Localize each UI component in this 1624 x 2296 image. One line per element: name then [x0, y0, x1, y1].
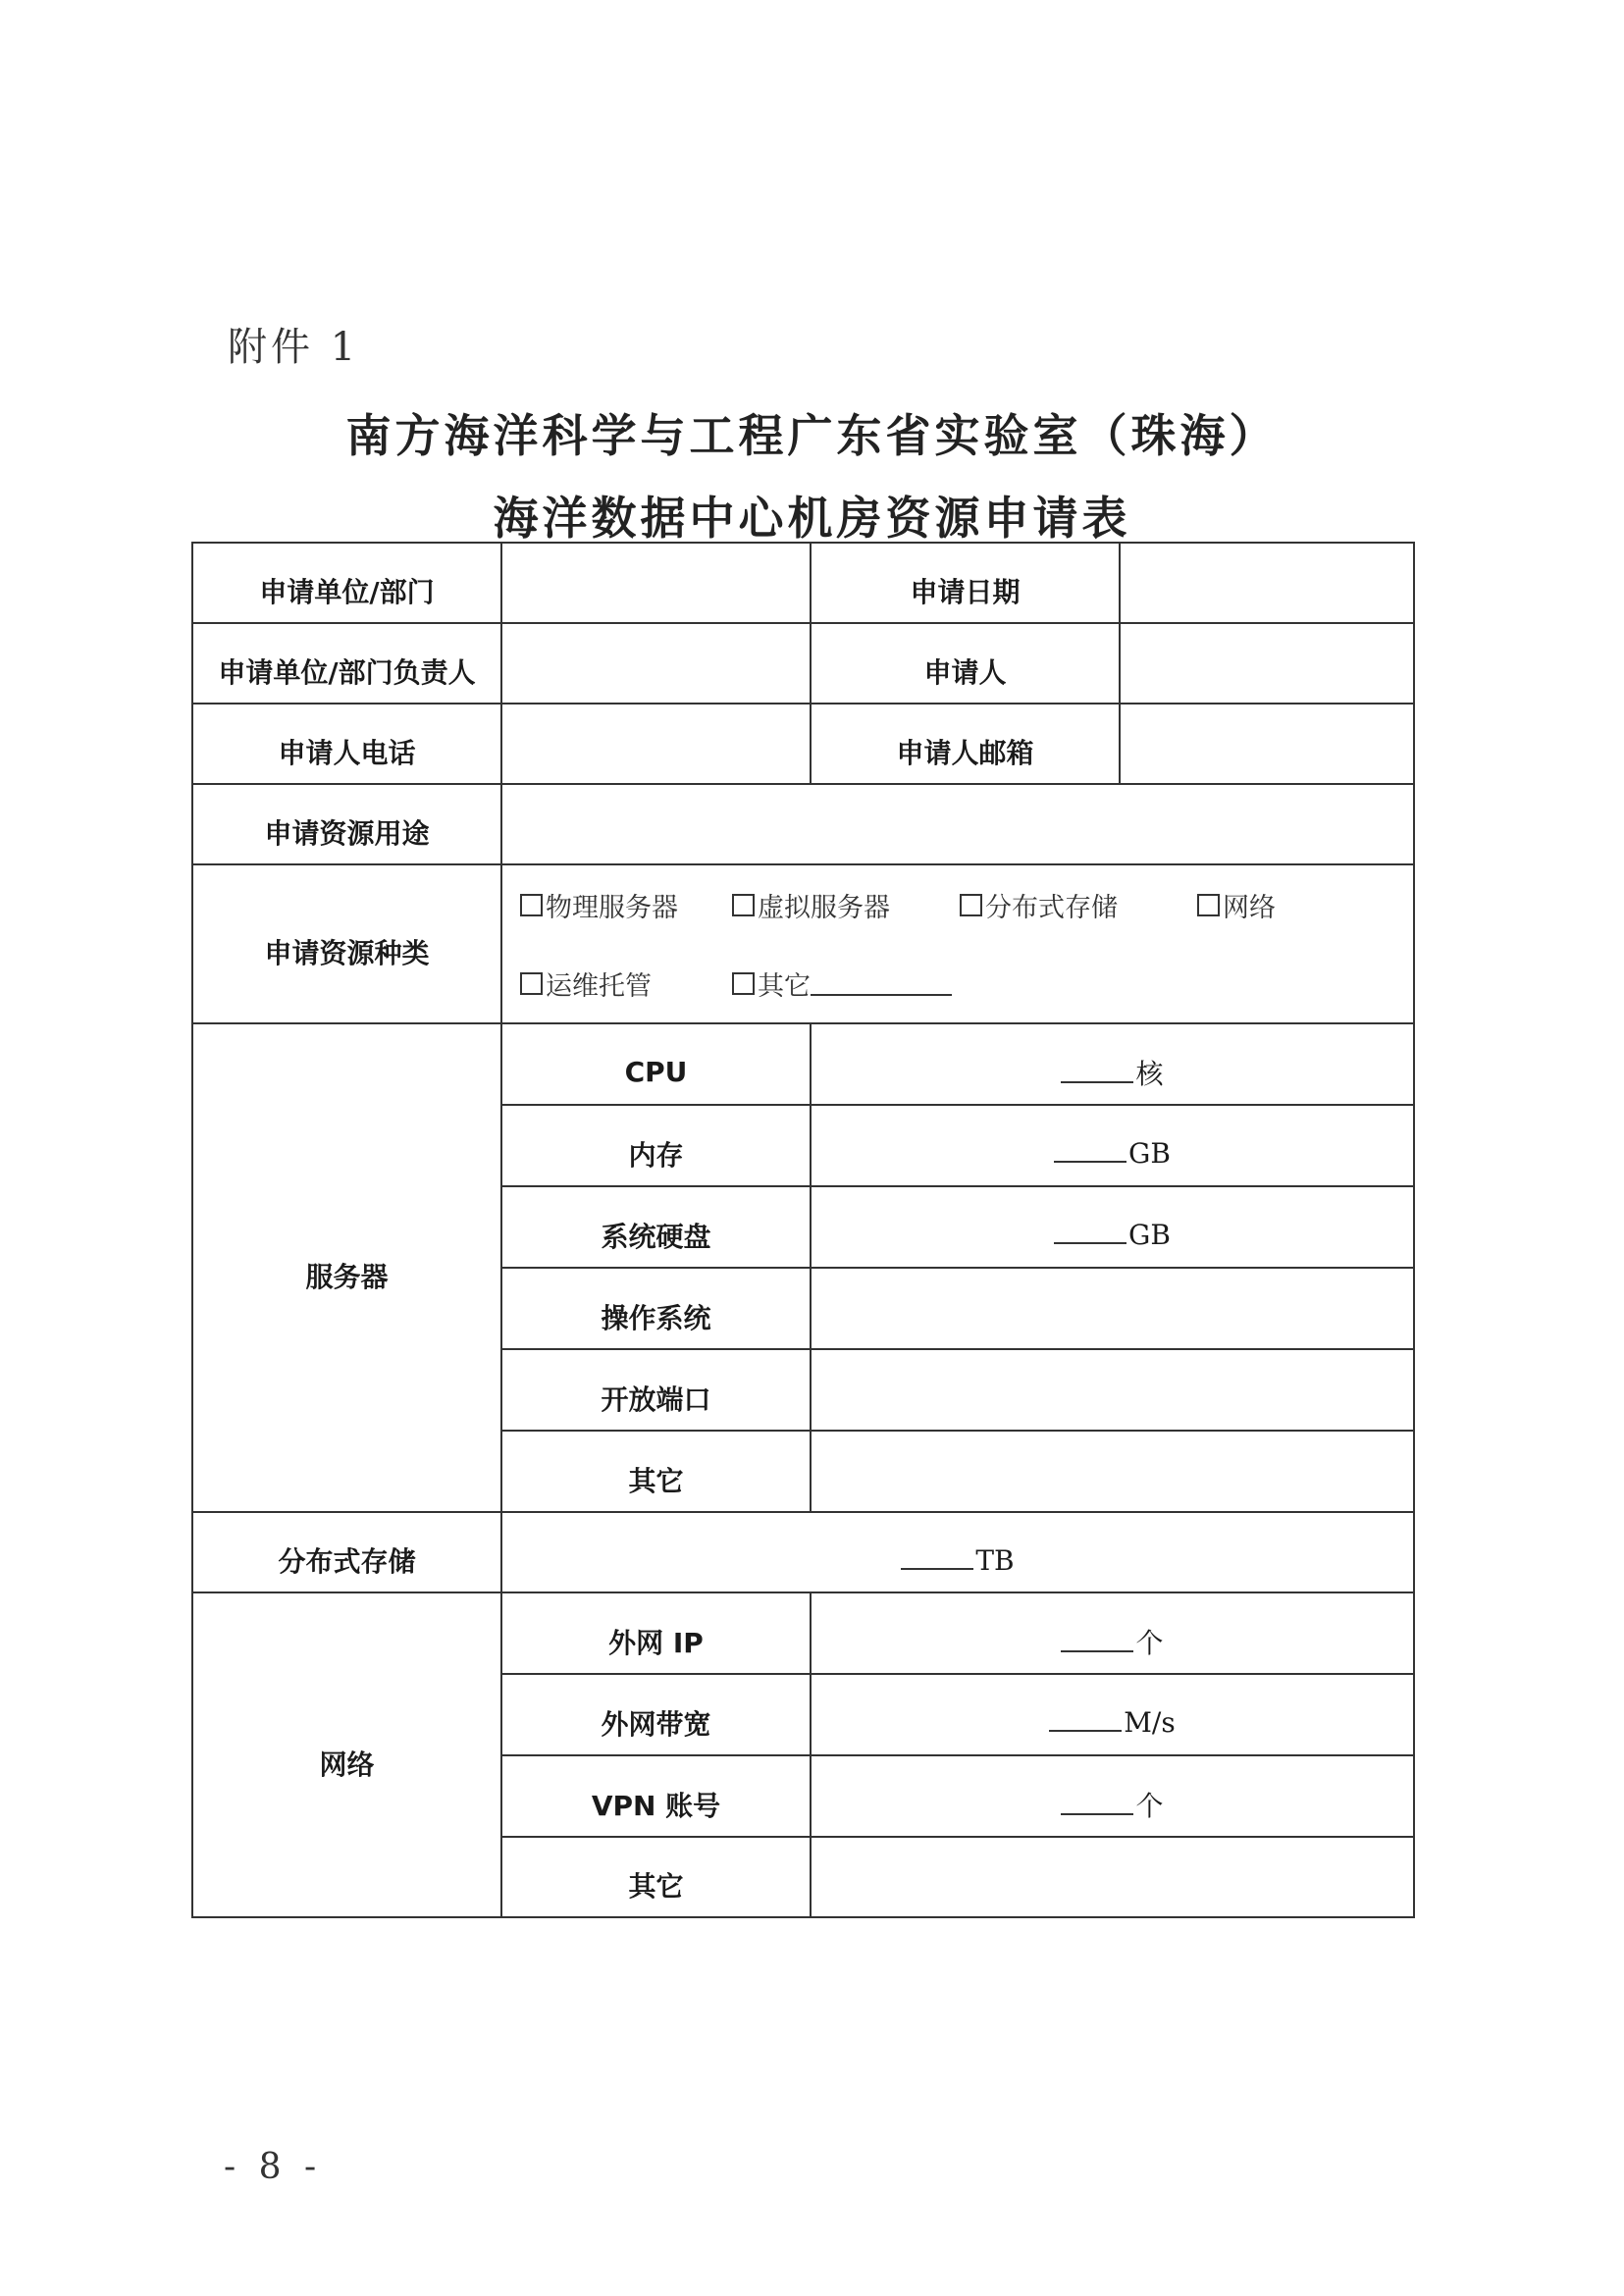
option-distributed-storage[interactable] [960, 886, 1197, 924]
table-row [192, 543, 1414, 623]
blank-line [1049, 1706, 1122, 1732]
resource-type-options [501, 864, 1414, 1023]
network-other-field[interactable] [811, 1837, 1414, 1917]
external-ip-label: 外网 IP [501, 1592, 811, 1674]
apply-date-field[interactable] [1120, 543, 1414, 623]
table-row [192, 1512, 1414, 1592]
os-label: 操作系统 [501, 1268, 811, 1349]
ports-field[interactable] [811, 1349, 1414, 1431]
option-ops-hosting[interactable] [520, 965, 732, 1003]
applicant-unit-label: 申请单位/部门 [192, 543, 501, 623]
apply-date-label: 申请日期 [811, 543, 1120, 623]
blank-line [1054, 1137, 1126, 1163]
applicant-email-field[interactable] [1120, 704, 1414, 784]
form-title-line-2: 海洋数据中心机房资源申请表 [493, 492, 1131, 545]
attachment-label: 附件 1 [228, 325, 360, 370]
cpu-unit: 核 [1135, 1057, 1164, 1090]
table-row [192, 704, 1414, 784]
blank-line [901, 1544, 973, 1570]
applicant-email-label: 申请人邮箱 [811, 704, 1120, 784]
option-virtual-server[interactable] [732, 886, 960, 924]
storage-field[interactable] [501, 1512, 1414, 1592]
blank-line [1061, 1790, 1133, 1815]
option-label: 分布式存储 [985, 892, 1118, 923]
memory-label: 内存 [501, 1105, 811, 1186]
bandwidth-label: 外网带宽 [501, 1674, 811, 1755]
os-field[interactable] [811, 1268, 1414, 1349]
disk-field[interactable] [811, 1186, 1414, 1268]
purpose-field[interactable] [501, 784, 1414, 864]
checkbox[interactable] [1197, 894, 1220, 916]
page-number: - 8 - [224, 2147, 323, 2187]
option-physical-server[interactable] [520, 886, 732, 924]
option-label: 其它 [758, 970, 811, 1002]
server-section-label: 服务器 [192, 1023, 501, 1512]
external-ip-field[interactable] [811, 1592, 1414, 1674]
option-label: 网络 [1223, 892, 1276, 923]
vpn-unit: 个 [1135, 1789, 1164, 1822]
checkbox[interactable] [732, 972, 755, 995]
option-label: 虚拟服务器 [758, 892, 890, 923]
application-form-table [191, 542, 1415, 1918]
unit-head-field[interactable] [501, 623, 811, 704]
checkbox[interactable] [960, 894, 982, 916]
table-row [192, 1023, 1414, 1105]
server-other-field[interactable] [811, 1431, 1414, 1512]
table-row [192, 864, 1414, 1023]
option-label: 运维托管 [546, 970, 652, 1002]
memory-unit: GB [1128, 1137, 1171, 1170]
bandwidth-unit: M/s [1124, 1706, 1176, 1739]
storage-unit: TB [975, 1543, 1015, 1577]
cpu-label: CPU [501, 1023, 811, 1105]
checkbox[interactable] [520, 972, 543, 995]
server-other-label: 其它 [501, 1431, 811, 1512]
network-other-label: 其它 [501, 1837, 811, 1917]
ports-label: 开放端口 [501, 1349, 811, 1431]
blank-line [1054, 1219, 1126, 1244]
blank-line [1061, 1058, 1133, 1083]
vpn-label: VPN 账号 [501, 1755, 811, 1837]
applicant-unit-field[interactable] [501, 543, 811, 623]
vpn-field[interactable] [811, 1755, 1414, 1837]
checkbox[interactable] [732, 894, 755, 916]
option-other[interactable] [732, 965, 952, 1003]
option-network[interactable] [1197, 886, 1276, 924]
table-row [192, 1592, 1414, 1674]
applicant-phone-field[interactable] [501, 704, 811, 784]
unit-head-label: 申请单位/部门负责人 [192, 623, 501, 704]
blank-line [1061, 1627, 1133, 1652]
purpose-label: 申请资源用途 [192, 784, 501, 864]
network-section-label: 网络 [192, 1592, 501, 1917]
other-blank-line[interactable] [811, 970, 952, 996]
cpu-field[interactable] [811, 1023, 1414, 1105]
applicant-field[interactable] [1120, 623, 1414, 704]
memory-field[interactable] [811, 1105, 1414, 1186]
disk-label: 系统硬盘 [501, 1186, 811, 1268]
resource-type-label: 申请资源种类 [192, 864, 501, 1023]
bandwidth-field[interactable] [811, 1674, 1414, 1755]
checkbox[interactable] [520, 894, 543, 916]
table-row [192, 623, 1414, 704]
applicant-label: 申请人 [811, 623, 1120, 704]
form-title-line-1: 南方海洋科学与工程广东省实验室（珠海） [345, 409, 1279, 462]
storage-label: 分布式存储 [192, 1512, 501, 1592]
table-row [192, 784, 1414, 864]
external-ip-unit: 个 [1135, 1626, 1164, 1659]
applicant-phone-label: 申请人电话 [192, 704, 501, 784]
disk-unit: GB [1128, 1219, 1171, 1251]
option-label: 物理服务器 [546, 892, 678, 923]
